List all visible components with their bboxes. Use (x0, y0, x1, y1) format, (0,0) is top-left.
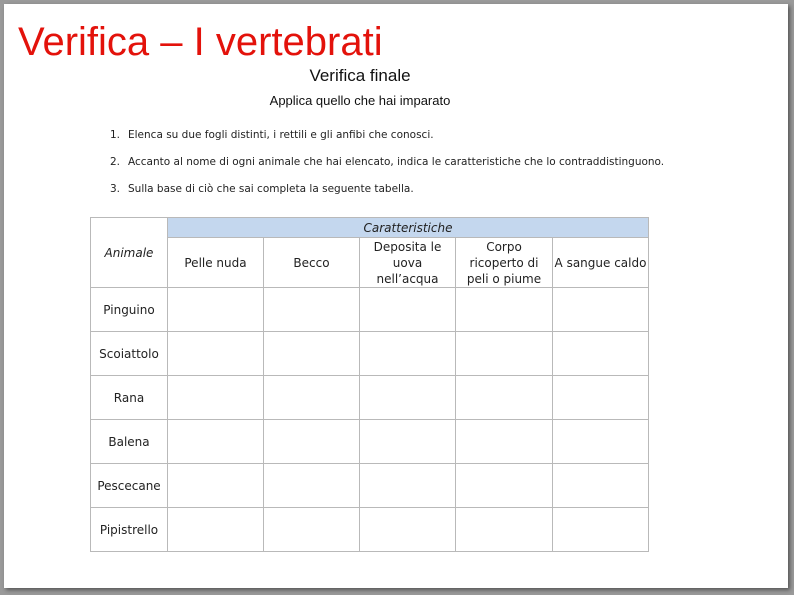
exercise-text: Accanto al nome di ogni animale che hai elencato, indica le caratteristiche che lo contraddistinguono. (128, 156, 665, 168)
answer-cell[interactable] (360, 288, 456, 332)
answer-cell[interactable] (168, 332, 264, 376)
answer-cell[interactable] (168, 464, 264, 508)
answer-cell[interactable] (553, 464, 649, 508)
exercise-text: Sulla base di ciò che sai completa la seguente tabella. (128, 183, 414, 195)
exercise-number: 1. (110, 129, 121, 141)
table-row (91, 420, 649, 464)
animal-name: Scoiattolo (91, 332, 168, 376)
answer-cell[interactable] (264, 508, 360, 552)
answer-cell[interactable] (168, 288, 264, 332)
answer-cell[interactable] (360, 420, 456, 464)
characteristics-table (90, 217, 649, 552)
characteristics-group-header: Caratteristiche (168, 218, 649, 238)
animal-name: Pescecane (91, 464, 168, 508)
column-header: Pelle nuda (168, 238, 264, 288)
table-row (91, 508, 649, 552)
answer-cell[interactable] (360, 508, 456, 552)
answer-cell[interactable] (553, 420, 649, 464)
answer-cell[interactable] (360, 332, 456, 376)
answer-cell[interactable] (264, 464, 360, 508)
answer-cell[interactable] (553, 508, 649, 552)
column-header: Deposita le uova nell’acqua (360, 238, 456, 288)
answer-cell[interactable] (553, 332, 649, 376)
answer-cell[interactable] (456, 508, 553, 552)
animal-name: Balena (91, 420, 168, 464)
column-header: Corpo ricoperto di peli o piume (456, 238, 553, 288)
instruction-text: Applica quello che hai imparato (269, 93, 451, 108)
exercise-item (110, 128, 710, 155)
answer-cell[interactable] (456, 464, 553, 508)
slide-subtitle (4, 66, 716, 86)
answer-cell[interactable] (456, 332, 553, 376)
answer-cell[interactable] (360, 464, 456, 508)
answer-cell[interactable] (553, 376, 649, 420)
slide-title: Verifica – I vertebrati (18, 20, 383, 64)
answer-cell[interactable] (168, 376, 264, 420)
answer-cell[interactable] (264, 288, 360, 332)
answer-cell[interactable] (264, 376, 360, 420)
table-row (91, 332, 649, 376)
animal-name: Pinguino (91, 288, 168, 332)
answer-cell[interactable] (553, 288, 649, 332)
exercise-text: Elenca su due fogli distinti, i rettili e gli anfibi che conosci. (128, 129, 434, 141)
exercise-number: 2. (110, 156, 121, 168)
exercise-number: 3. (110, 183, 121, 195)
column-header: A sangue caldo (553, 238, 649, 288)
table-row (91, 376, 649, 420)
animal-name: Rana (91, 376, 168, 420)
answer-cell[interactable] (456, 288, 553, 332)
answer-cell[interactable] (264, 420, 360, 464)
table-row (91, 288, 649, 332)
animal-column-header: Animale (91, 218, 168, 288)
exercise-item (110, 155, 710, 182)
exercise-list (110, 128, 710, 209)
answer-cell[interactable] (456, 376, 553, 420)
subtitle-text: Verifica finale (309, 66, 411, 85)
answer-cell[interactable] (264, 332, 360, 376)
answer-cell[interactable] (168, 420, 264, 464)
exercise-item (110, 182, 710, 209)
column-header: Becco (264, 238, 360, 288)
answer-cell[interactable] (168, 508, 264, 552)
animal-name: Pipistrello (91, 508, 168, 552)
answer-cell[interactable] (360, 376, 456, 420)
answer-cell[interactable] (456, 420, 553, 464)
table-row (91, 464, 649, 508)
